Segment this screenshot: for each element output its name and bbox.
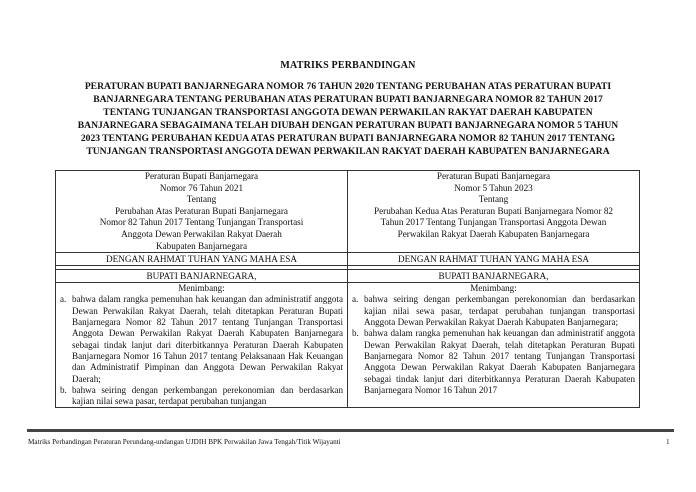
- item-letter: a.: [60, 294, 67, 305]
- preamble-row: [56, 253, 640, 266]
- right-regulation-header: [348, 171, 640, 253]
- subtitle-line: BANJARNEGARA TENTANG PERUBAHAN ATAS PERATURAN BUPATI BANJARNEGARA NOMOR 82 TAHUN 2017: [93, 94, 603, 105]
- subtitle-line: PERATURAN BUPATI BANJARNEGARA NOMOR 76 TAHUN 2020 TENTANG PERUBAHAN ATAS PERATURAN BUPATI: [84, 81, 612, 92]
- item-text: bahwa seiring dengan perkembangan perekonomian dan berdasarkan kajian nilai sewa pasar, terdapat perubahan tunjangan: [72, 384, 343, 407]
- subtitle-line: TENTANG TUNJANGAN TRANSPORTASI ANGGOTA DEWAN PERWAKILAN RAKYAT DAERAH KABUPATEN: [103, 107, 593, 118]
- list-item: [352, 328, 635, 396]
- header-line: Tentang: [186, 194, 217, 205]
- subtitle-line: TUNJANGAN TRANSPORTASI ANGGOTA DEWAN PERWAKILAN RAKYAT DAERAH KABUPATEN BANJARNEGARA: [86, 146, 610, 157]
- menimbang-label: Menimbang:: [470, 283, 517, 294]
- header-line: Peraturan Bupati Banjarnegara: [144, 171, 259, 181]
- left-official: BUPATI BANJARNEGARA,: [56, 270, 348, 283]
- official-row: [56, 270, 640, 283]
- item-text: bahwa dalam rangka pemenuhan hak keuangan dan administratif anggota Dewan Perwakilan Rakyat Daerah, telah ditetapkan Peraturan Bupati Banjarnegara Nomor 82 Tahun 2017 tentang Tunjangan Transportasi Anggota Dewan Perwakilan Rakyat Daerah Kabupaten Banjarnegara sebagai tindak lanjut dari diterbitkannya Peraturan Daerah Kabupaten Banjarnegara Nomor 16 Tahun 2017: [364, 328, 635, 395]
- item-letter: b.: [352, 328, 359, 339]
- page-number: 1: [666, 438, 670, 446]
- header-line: Kabupaten Banjarnegara: [155, 240, 248, 251]
- right-considerations: [348, 283, 640, 408]
- list-item: [60, 385, 343, 408]
- header-line: Anggota Dewan Perwakilan Rakyat Daerah: [121, 228, 282, 239]
- header-line: Nomor 5 Tahun 2023: [454, 182, 533, 193]
- subtitle-line: BANJARNEGARA SEBAGAIMANA TELAH DIUBAH DENGAN PERATURAN BUPATI BANJARNEGARA NOMOR 5 TAHUN: [77, 120, 619, 131]
- right-preamble: DENGAN RAHMAT TUHAN YANG MAHA ESA: [348, 253, 640, 266]
- subtitle-line: 2023 TENTANG PERUBAHAN KEDUA ATAS PERATURAN BUPATI BANJARNEGARA NOMOR 82 TAHUN 2017 TENTANG: [80, 133, 616, 144]
- item-text: bahwa seiring dengan perkembangan perekonomian dan berdasarkan kajian nilai sewa pasar, terdapat perubahan tunjangan transportasi Anggota Dewan Perwakilan Rakyat Daerah Kabupaten Banjarnegara;: [364, 294, 635, 328]
- left-regulation-header: [56, 171, 348, 253]
- table-header-row: [56, 171, 640, 253]
- header-line: Tahun 2017 Tentang Tunjangan Transportasi Anggota Dewan: [380, 217, 607, 228]
- list-item: [352, 294, 635, 328]
- left-preamble: DENGAN RAHMAT TUHAN YANG MAHA ESA: [56, 253, 348, 266]
- comparison-table: [55, 170, 640, 408]
- footer-text: Matriks Perbandingan Peraturan Perundang-undangan UJDIH BPK Perwakilan Jawa Tengah/Titik Wijayanti: [28, 438, 341, 446]
- right-official: BUPATI BANJARNEGARA,: [348, 270, 640, 283]
- header-line: Nomor 82 Tahun 2017 Tentang Tunjangan Transportasi: [99, 217, 304, 228]
- item-letter: b.: [60, 384, 67, 395]
- document-title: MATRIKS PERBANDINGAN: [280, 60, 416, 71]
- header-line: Nomor 76 Tahun 2021: [159, 182, 244, 193]
- item-text: bahwa dalam rangka pemenuhan hak keuangan dan administratif anggota Dewan Perwakilan Rakyat Daerah, telah ditetapkan Peraturan Bupati Banjarnegara Nomor 82 Tahun 2017 tentang Tunjangan Transportasi Anggota Dewan Perwakilan Rakyat Daerah Kabupaten Banjarnegara sebagai tindak lanjut dari diterbitkannya Peraturan Daerah Kabupaten Banjarnegara Nomor 16 Tahun 2017 tentang Pelaksanaan Hak Keuangan dan Administratif Pimpinan dan Anggota Dewan Perwakilan Rakyat Daerah;: [72, 294, 343, 384]
- header-line: Perwakilan Rakyat Daerah Kabupaten Banjarnegara: [397, 228, 590, 239]
- header-line: Perubahan Kedua Atas Peraturan Bupati Banjarnegara Nomor 82: [373, 205, 614, 216]
- considerations-row: [56, 283, 640, 408]
- list-item: [60, 294, 343, 384]
- menimbang-label: Menimbang:: [178, 283, 225, 294]
- footer-divider: [27, 429, 674, 432]
- item-letter: a.: [352, 294, 359, 305]
- header-line: Tentang: [478, 194, 509, 205]
- regulation-subtitle: [64, 80, 632, 158]
- header-line: Peraturan Bupati Banjarnegara: [436, 171, 551, 181]
- header-line: Perubahan Atas Peraturan Bupati Banjarnegara: [115, 205, 288, 216]
- left-considerations: [56, 283, 348, 408]
